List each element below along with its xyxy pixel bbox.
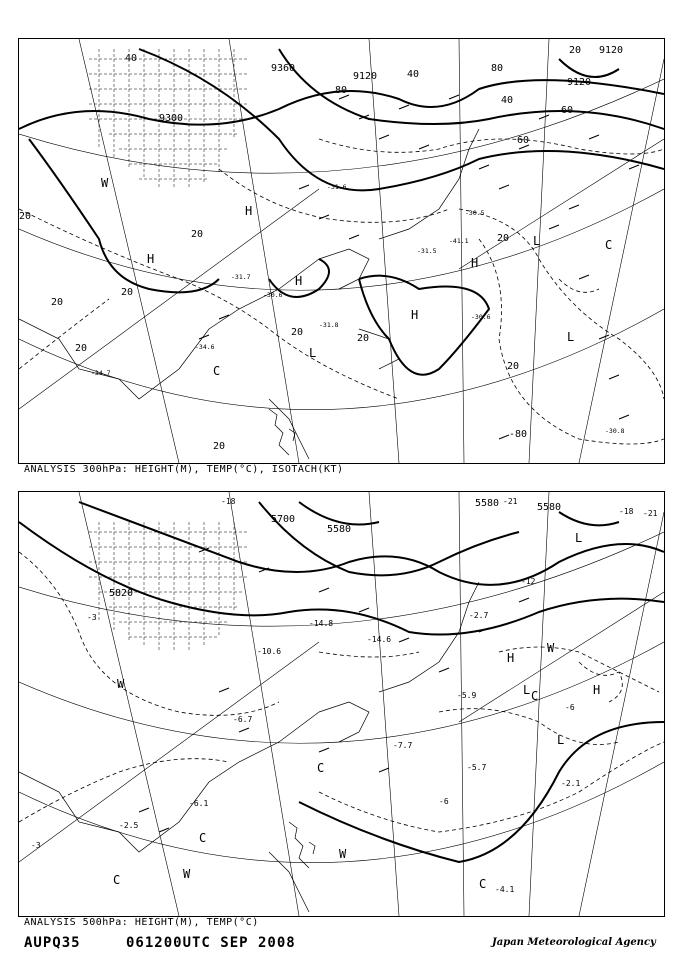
temp-label: -6 [439,797,449,806]
height-label: 5580 [327,524,352,535]
isotach-label: 20 [569,45,582,56]
center-low: L [533,234,541,248]
center-high: H [593,683,601,697]
temp-label: -30.8 [605,427,625,435]
center-warm: W [339,847,347,861]
temp-label: -6.7 [233,715,253,724]
isotach-label: 20 [51,297,64,308]
isotach-label: 20 [507,361,520,372]
temp-label: -14.6 [367,635,392,644]
temp-label: -14.8 [309,619,334,628]
center-warm: W [183,867,191,881]
center-low: L [523,683,531,697]
temp-label: -3 [87,613,97,622]
coastline [19,129,479,459]
center-cold: C [317,761,325,775]
isotach-label: 80 [335,85,348,96]
temp-label: -30.5 [465,209,485,217]
isotach-label: 60 [517,135,530,146]
map-300hpa [18,38,665,464]
temp-label: -41.1 [449,237,469,245]
center-cold: C [199,831,207,845]
map-500hpa [18,491,665,917]
center-low: L [557,733,565,747]
isotach-label: 20 [291,327,304,338]
height-label: 9120 [599,45,624,56]
temp-label: -21 [503,497,518,506]
temp-label: -6.1 [189,799,209,808]
temp-label: -2.7 [469,611,489,620]
temp-label: -7.7 [393,741,413,750]
isotach-label: 20 [19,211,32,222]
center-high: H [295,274,303,288]
isotach-label: 40 [501,95,514,106]
temp-label: -3 [31,841,41,850]
height-label: 5700 [271,514,296,525]
caption-300hpa: ANALYSIS 300hPa: HEIGHT(M), TEMP(°C), ISOTACH(KT) [24,464,344,475]
pressure-centers [101,176,612,378]
isotach-label: 20 [357,333,370,344]
isotach-label: 40 [125,53,138,64]
center-low: L [309,346,317,360]
isotach-label: 20 [497,233,510,244]
center-low: L [567,330,575,344]
center-high: H [507,651,515,665]
height-label: 9300 [159,113,184,124]
temp-label: -31.6 [327,183,347,191]
isotach-label: 60 [561,105,574,116]
temp-label: -18 [221,497,236,506]
height-label: 9360 [271,63,296,74]
analysis-time: 061200UTC SEP 2008 [126,935,296,951]
temp-label: -6 [565,703,575,712]
isotach-label: 80 [491,63,504,74]
center-high: H [147,252,155,266]
caption-500hpa: ANALYSIS 500hPa: HEIGHT(M), TEMP(°C) [24,917,259,928]
height-label: 9120 [567,77,592,88]
height-label: 5580 [537,502,562,513]
isotach-label: 40 [407,69,420,80]
islands [289,822,315,868]
center-high: H [245,204,253,218]
temp-label: -34.7 [91,369,111,377]
chart-code: AUPQ35 [24,935,81,951]
center-cold: C [531,689,539,703]
temp-label: -31.5 [417,247,437,255]
wind-barbs [199,95,639,439]
temp-label: -10.6 [257,647,282,656]
height-label: 9120 [353,71,378,82]
temp-label: -4.1 [495,885,515,894]
isotach-label: -80 [509,429,528,440]
center-warm: W [101,176,109,190]
center-cold: C [113,873,121,887]
height-label: 5580 [475,498,500,509]
temp-label: -2.1 [561,779,581,788]
temp-labels [91,183,625,435]
temp-label: -5.7 [467,763,487,772]
temp-labels [31,497,658,894]
isotach-label: 20 [191,229,204,240]
graticule [19,39,664,463]
height-labels [159,45,623,124]
center-cold: C [479,877,487,891]
temp-label: -12 [521,577,536,586]
isotach-label: 20 [121,287,134,298]
temp-label: -2.5 [119,821,139,830]
height-contours [19,502,664,862]
center-warm: W [117,677,125,691]
center-cold: C [605,238,613,252]
cold-region-hatch [89,522,249,652]
temp-label: -18 [619,507,634,516]
temp-label: -5.9 [457,691,477,700]
center-high: H [411,308,419,322]
wind-barbs [139,548,529,832]
map-300hpa-canvas [19,39,664,463]
temp-label: -30.6 [471,313,491,321]
height-label: 5820 [109,588,134,599]
temp-label: -30.6 [263,291,283,299]
temp-label: -34.6 [195,343,215,351]
temp-label: -31.7 [231,273,251,281]
center-low: L [575,531,583,545]
center-cold: C [213,364,221,378]
isotach-label: 20 [213,441,226,452]
center-warm: W [547,641,555,655]
agency-credit: Japan Meteorological Agency [492,937,656,948]
map-500hpa-canvas [19,492,664,916]
temp-label: -21 [643,509,658,518]
temp-label: -31.8 [319,321,339,329]
isotach-label: 20 [75,343,88,354]
center-high: H [471,256,479,270]
